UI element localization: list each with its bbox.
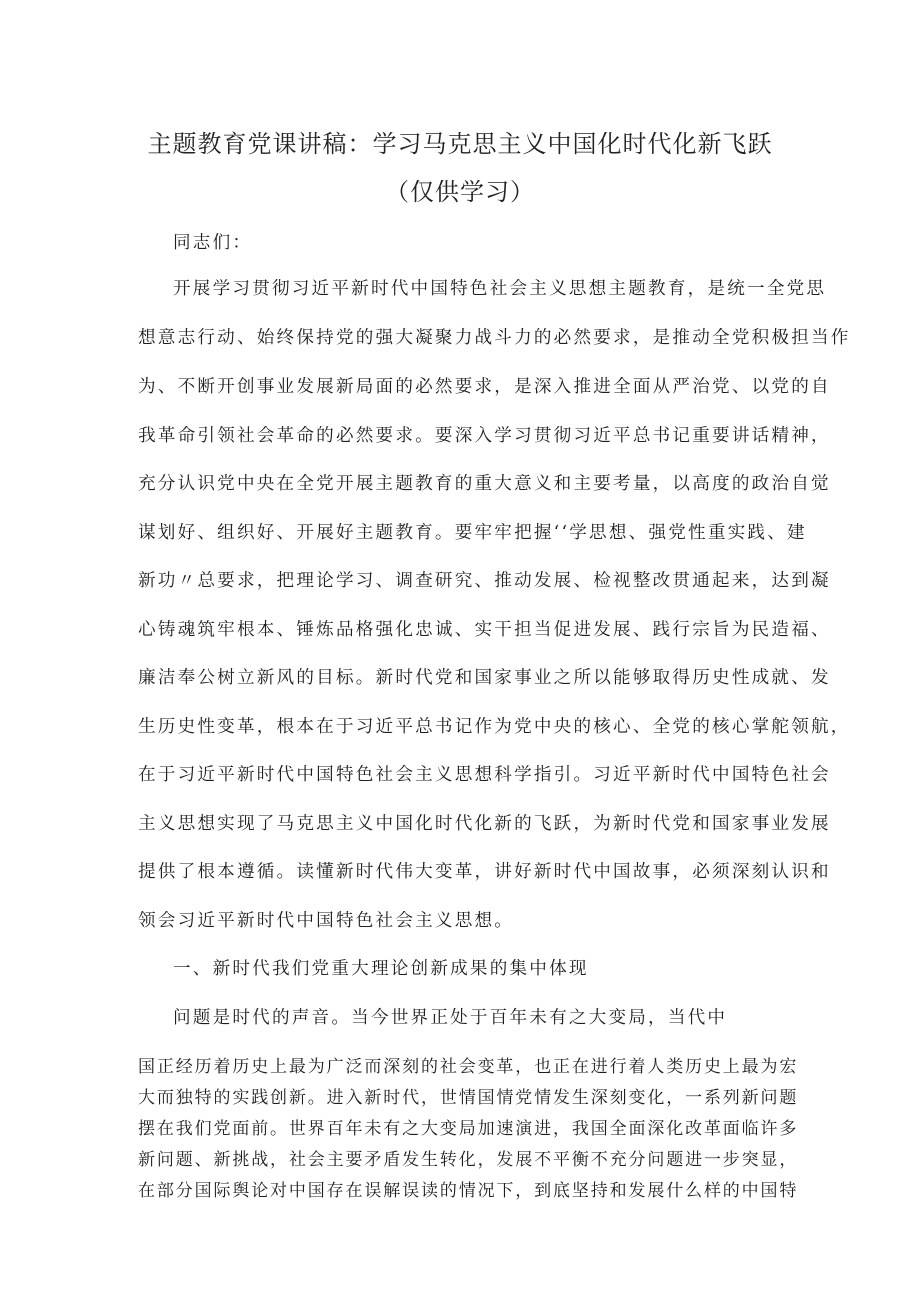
- paragraph-line: 在于习近平新时代中国特色社会主义思想科学指引。习近平新时代中国特色社会: [138, 765, 831, 785]
- paragraph-line: 想意志行动、始终保持党的强大凝聚力战斗力的必然要求，是推动全党积极担当作: [138, 328, 851, 348]
- paragraph-line: 新功〃总要求，把理论学习、调查研究、推动发展、检视整改贯通起来，达到凝: [138, 571, 831, 591]
- paragraph-line: 新问题、新挑战，社会主要矛盾发生转化，发展不平衡不充分问题进一步突显，: [138, 1150, 798, 1170]
- paragraph-line: 主义思想实现了马克思主义中国化时代化新的飞跃，为新时代党和国家事业发展: [138, 814, 831, 834]
- paragraph-line: 谋划好、组织好、开展好主题教育。要牢牢把握‘‘学思想、强党性重实践、建: [138, 523, 807, 543]
- paragraph-line: 国正经历着历史上最为广泛而深刻的社会变革，也正在进行着人类历史上最为宏: [138, 1057, 798, 1077]
- paragraph-line: 为、不断开创事业发展新局面的必然要求，是深入推进全面从严治党、以党的自: [138, 377, 831, 397]
- paragraph-line: 领会习近平新时代中国特色社会主义思想。: [138, 911, 515, 931]
- section-heading: 一、新时代我们党重大理论创新成果的集中体现: [173, 959, 589, 979]
- paragraph-line: 开展学习贯彻习近平新时代中国特色社会主义思想主题教育，是统一全党思: [173, 279, 827, 299]
- paragraph-line: 我革命引领社会革命的必然要求。要深入学习贯彻习近平总书记重要讲话精神，: [138, 426, 831, 446]
- paragraph-line: 问题是时代的声音。当今世界正处于百年未有之大变局，当代中: [173, 1008, 728, 1028]
- paragraph-line: 廉洁奉公树立新风的目标。新时代党和国家事业之所以能够取得历史性成就、发: [138, 668, 831, 688]
- salutation: 同志们：: [173, 233, 253, 253]
- paragraph-line: 在部分国际舆论对中国存在误解误读的情况下，到底坚持和发展什么样的中国特: [138, 1181, 798, 1201]
- paragraph-line: 大而独特的实践创新。进入新时代，世情国情党情发生深刻变化，一系列新问题: [138, 1088, 798, 1108]
- paragraph-line: 生历史性变革，根本在于习近平总书记作为党中央的核心、全党的核心掌舵领航，: [138, 717, 851, 737]
- paragraph-line: 心铸魂筑牢根本、锤炼品格强化忠诚、实干担当促进发展、践行宗旨为民造福、: [138, 620, 831, 640]
- paragraph-line: 充分认识党中央在全党开展主题教育的重大意义和主要考量，以高度的政治自觉: [138, 474, 831, 494]
- document-title: 主题教育党课讲稿：学习马克思主义中国化时代化新飞跃: [147, 130, 773, 158]
- paragraph-line: 摆在我们党面前。世界百年未有之大变局加速演进，我国全面深化改革面临许多: [138, 1119, 798, 1139]
- paragraph-line: 提供了根本遵循。读懂新时代伟大变革，讲好新时代中国故事，必须深刻认识和: [138, 862, 831, 882]
- document-subtitle: （仅供学习）: [385, 178, 535, 206]
